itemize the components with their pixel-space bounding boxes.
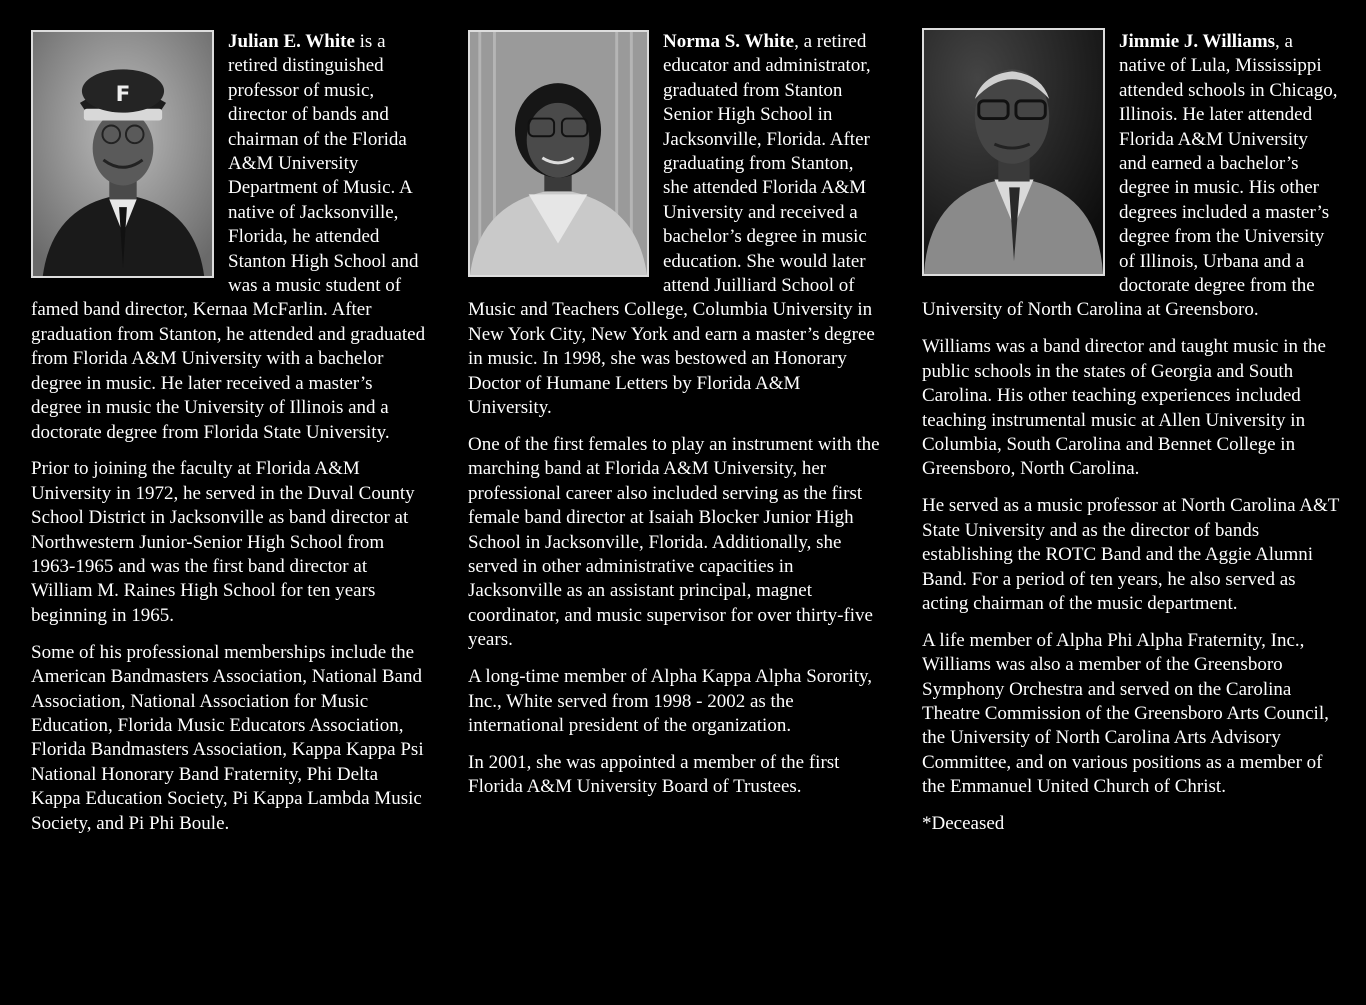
portrait-jimmie-williams — [922, 28, 1105, 276]
bio-jimmie-williams — [922, 30, 1340, 849]
bio-julian-white — [31, 30, 427, 849]
portrait-norma-white — [468, 30, 649, 277]
deceased-note: *Deceased — [922, 813, 1005, 835]
bio-paragraph: A long-time member of Alpha Kappa Alpha Sorority, Inc., White served from 1998 - 2002 as the international president of the organization. — [468, 666, 873, 736]
svg-text:F: F — [115, 81, 131, 107]
portrait-norma-white-image — [470, 32, 647, 275]
portrait-julian-white — [31, 30, 214, 278]
bio-paragraph: Prior to joining the faculty at Florida A&M University in 1972, he served in the Duval County School District in Jacksonville as band director at Northwestern Junior-Senior High School from 1963-1965 and was the first band director at William M. Raines High School for ten years beginning in 1965. — [31, 458, 415, 626]
bio-paragraph: is a retired distinguished professor of music, director of bands and chairman of the Florida A&M University Department of Music. A native of Jacksonville, Florida, he attended Stanton High School and was a music student of famed band director, Kernaa McFarlin. After graduation from Stanton, he attended and graduated from Florida A&M University with a bachelor degree in music. He later received a master’s degree in music the University of Illinois and a doctorate degree from Florida State University. — [31, 31, 426, 443]
portrait-julian-white-image — [33, 32, 212, 276]
bio-name: Norma S. White — [663, 31, 795, 52]
bio-paragraph: In 2001, she was appointed a member of the first Florida A&M University Board of Trustees. — [468, 751, 840, 798]
bio-paragraph: , a retired educator and administrator, graduated from Stanton Senior High School in Jacksonville, Florida. After graduating from Stanton, she attended Florida A&M University and received a bachelor’s degree in music education. She would later attend Juilliard School of Music and Teachers College, Columbia University in New York City, New York and earn a master’s degree in music. In 1998, she was bestowed an Honorary Doctor of Humane Letters by Florida A&M University. — [468, 31, 875, 419]
bio-paragraph: One of the first females to play an instrument with the marching band at Florida A&M University, her professional career also included serving as the first female band director at Isaiah Blocker Junior High School in Jacksonville, Florida. Additionally, she served in other administrative capacities in Jacksonville as an assistant principal, magnet coordinator, and music supervisor for over thirty-five years. — [468, 434, 880, 651]
bio-name: Jimmie J. Williams — [1119, 31, 1276, 52]
bio-paragraph: He served as a music professor at North Carolina A&T State University and as the director of bands establishing the ROTC Band and the Aggie Alumni Band. For a period of ten years, he also served as acting chairman of the music department. — [922, 495, 1340, 614]
bio-paragraph: Williams was a band director and taught music in the public schools in the states of Georgia and South Carolina. His other teaching experiences included teaching instrumental music at Allen University in Columbia, South Carolina and Bennet College in Greensboro, North Carolina. — [922, 336, 1326, 480]
bio-paragraph: , a native of Lula, Mississippi attended schools in Chicago, Illinois. He later attended Florida A&M University and earned a bachelor’s degree in music. His other degrees included a master’s degree from the University of Illinois, Urbana and a doctorate degree from the University of North Carolina at Greensboro. — [922, 31, 1338, 321]
bio-norma-white — [468, 30, 882, 812]
portrait-jimmie-williams-image — [924, 30, 1103, 274]
bio-paragraph: A life member of Alpha Phi Alpha Fraternity, Inc., Williams was also a member of the Greensboro Symphony Orchestra and served on the Carolina Theatre Commission of the Greensboro Arts Council, the University of North Carolina Arts Advisory Committee, and on various positions as a member of the Emmanuel United Church of Christ. — [922, 629, 1329, 798]
bio-name: Julian E. White — [228, 31, 355, 52]
bio-paragraph: Some of his professional memberships include the American Bandmasters Association, National Band Association, National Association for Music Education, Florida Music Educators Association, Florida Bandmasters Association, Kappa Kappa Psi National Honorary Band Fraternity, Phi Delta Kappa Education Society, Pi Kappa Lambda Music Society, and Pi Phi Boule. — [31, 641, 424, 834]
